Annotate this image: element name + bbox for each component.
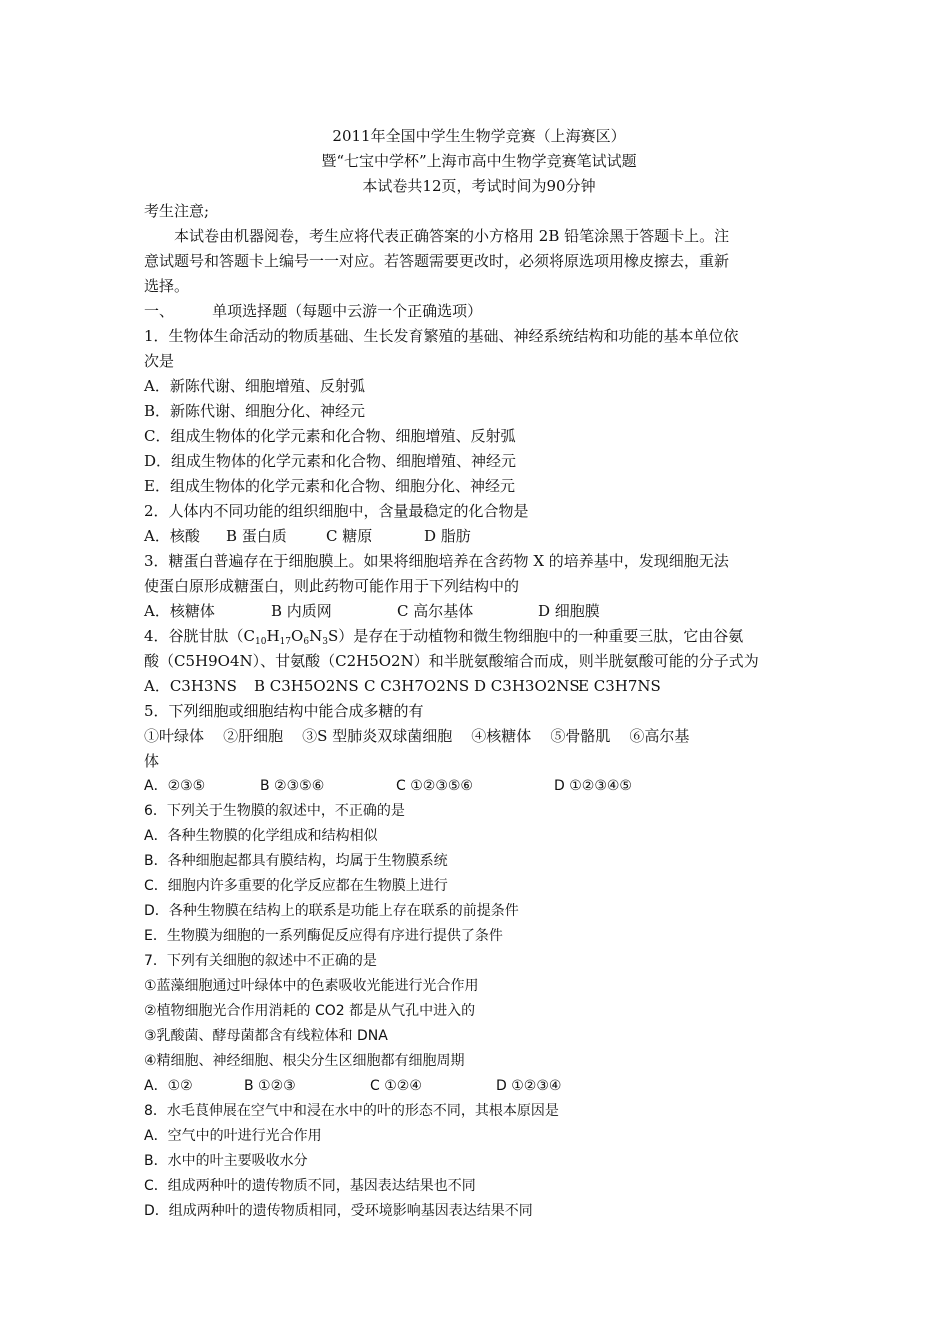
question-1-line-1: 1．生物体生命活动的物质基础、生长发育繁殖的基础、神经系统结构和功能的基本单位依 bbox=[144, 327, 739, 345]
question-7-option-c: C ①②④ bbox=[370, 1078, 422, 1094]
question-6-option-d: D．各种生物膜在结构上的联系是功能上存在联系的前提条件 bbox=[144, 903, 519, 919]
question-2-option-c: C 糖原 bbox=[326, 527, 373, 545]
question-3-line-1: 3．糖蛋白普遍存在于细胞膜上。如果将细胞培养在含药物 X 的培养基中，发现细胞无法 bbox=[144, 552, 729, 570]
question-6-option-c: C．细胞内许多重要的化学反应都在生物膜上进行 bbox=[144, 878, 448, 894]
question-1-option-b: B．新陈代谢、细胞分化、神经元 bbox=[144, 402, 366, 420]
question-4-line-1-pre: 4．谷胱甘肽（C bbox=[144, 627, 256, 645]
question-7-statement-1: ①蓝藻细胞通过叶绿体中的色素吸收光能进行光合作用 bbox=[144, 978, 479, 994]
title-line-1: 2011年全国中学生生物学竞赛（上海赛区） bbox=[332, 127, 626, 145]
question-8: 8．水毛茛伸展在空气中和浸在水中的叶的形态不同，其根本原因是 bbox=[144, 1103, 559, 1119]
question-2: 2．人体内不同功能的组织细胞中，含量最稳定的化合物是 bbox=[144, 502, 529, 520]
question-8-option-d: D．组成两种叶的遗传物质相同，受环境影响基因表达结果不同 bbox=[144, 1203, 533, 1219]
question-7-option-b: B ①②③ bbox=[244, 1078, 296, 1094]
question-1-option-e: E．组成生物体的化学元素和化合物、细胞分化、神经元 bbox=[144, 477, 515, 495]
question-4-option-a: A．C3H3NS bbox=[144, 677, 237, 695]
question-5-items-line-1: ①叶绿体 ②肝细胞 ③S 型肺炎双球菌细胞 ④核糖体 ⑤骨骼肌 ⑥高尔基 bbox=[144, 727, 690, 745]
question-4-line-1: 4．谷胱甘肽$(C_{10}H_{17}O_6N_3S)$是存在于动植物和微生物细胞中的一种重要三肽，它由谷氨 bbox=[144, 627, 744, 647]
question-3-option-a: A．核糖体 bbox=[144, 602, 215, 620]
question-7-option-a: A．①② bbox=[144, 1078, 193, 1094]
question-7-options bbox=[144, 1074, 814, 1099]
question-7-statement-4: ④精细胞、神经细胞、根尖分生区细胞都有细胞周期 bbox=[144, 1053, 465, 1069]
question-2-option-d: D 脂肪 bbox=[424, 527, 471, 545]
notice-line-3: 选择。 bbox=[144, 277, 190, 295]
question-5-option-a: A．②③⑤ bbox=[144, 778, 206, 794]
question-4-option-e: E C3H7NS bbox=[578, 677, 661, 695]
question-1-line-2: 次是 bbox=[144, 352, 175, 370]
question-2-option-b: B 蛋白质 bbox=[226, 527, 287, 545]
question-3-line-2: 使蛋白原形成糖蛋白，则此药物可能作用于下列结构中的 bbox=[144, 577, 520, 595]
section-heading: 一、 单项选择题（每题中云游一个正确选项） bbox=[144, 302, 483, 320]
question-5-option-d: D ①②③④⑤ bbox=[554, 778, 632, 794]
question-7-statement-2: ②植物细胞光合作用消耗的 CO2 都是从气孔中进入的 bbox=[144, 1003, 476, 1019]
question-6: 6．下列关于生物膜的叙述中，不正确的是 bbox=[144, 803, 405, 819]
question-4-option-b: B C3H5O2NS bbox=[254, 677, 359, 695]
question-7-statement-3: ③乳酸菌、酵母菌都含有线粒体和 DNA bbox=[144, 1028, 388, 1044]
question-5-option-c: C ①②③⑤⑥ bbox=[396, 778, 473, 794]
question-8-option-c: C．组成两种叶的遗传物质不同，基因表达结果也不同 bbox=[144, 1178, 476, 1194]
exam-content bbox=[144, 124, 814, 1224]
question-4-line-1-post: ）是存在于动植物和微生物细胞中的一种重要三肽，它由谷氨 bbox=[338, 627, 744, 645]
question-2-option-a: A．核酸 bbox=[144, 527, 200, 545]
question-6-option-b: B．各种细胞起都具有膜结构，均属于生物膜系统 bbox=[144, 853, 448, 869]
question-4-line-2: 酸（C5H9O4N）、甘氨酸（C2H5O2N）和半胱氨酸缩合而成，则半胱氨酸可能的分子式为 bbox=[144, 652, 759, 670]
question-5-option-b: B ②③⑤⑥ bbox=[260, 778, 325, 794]
question-6-option-a: A．各种生物膜的化学组成和结构相似 bbox=[144, 828, 378, 844]
question-4-option-c: C C3H7O2NS bbox=[364, 677, 470, 695]
question-3-option-d: D 细胞膜 bbox=[538, 602, 600, 620]
notice-line-1: 本试卷由机器阅卷，考生应将代表正确答案的小方格用 2B 铅笔涂黑于答题卡上。注 bbox=[174, 227, 730, 245]
question-3-option-c: C 高尔基体 bbox=[397, 602, 474, 620]
question-4-option-d: D C3H3O2NS bbox=[474, 677, 580, 695]
title-line-2: 暨“七宝中学杯”上海市高中生物学竞赛笔试试题 bbox=[321, 152, 637, 170]
notice-line-2: 意试题号和答题卡上编号一一对应。若答题需要更改时，必须将原选项用橡皮擦去，重新 bbox=[144, 252, 730, 270]
question-6-option-e: E．生物膜为细胞的一系列酶促反应得有序进行提供了条件 bbox=[144, 928, 503, 944]
question-5: 5．下列细胞或细胞结构中能合成多糖的有 bbox=[144, 702, 424, 720]
question-5-options bbox=[144, 774, 814, 799]
question-1-option-d: D．组成生物体的化学元素和化合物、细胞增殖、神经元 bbox=[144, 452, 517, 470]
question-2-options bbox=[144, 524, 814, 549]
question-7-option-d: D ①②③④ bbox=[496, 1078, 562, 1094]
notice-heading: 考生注意; bbox=[144, 202, 210, 220]
question-1-option-c: C．组成生物体的化学元素和化合物、细胞增殖、反射弧 bbox=[144, 427, 516, 445]
question-1-option-a: A．新陈代谢、细胞增殖、反射弧 bbox=[144, 377, 365, 395]
question-5-items-line-2: 体 bbox=[144, 752, 160, 770]
question-3-options bbox=[144, 599, 814, 624]
title-line-3: 本试卷共12页，考试时间为90分钟 bbox=[362, 177, 596, 195]
question-8-option-b: B．水中的叶主要吸收水分 bbox=[144, 1153, 308, 1169]
question-7: 7．下列有关细胞的叙述中不正确的是 bbox=[144, 953, 377, 969]
question-4-options bbox=[144, 674, 814, 699]
question-3-option-b: B 内质网 bbox=[271, 602, 332, 620]
question-8-option-a: A．空气中的叶进行光合作用 bbox=[144, 1128, 322, 1144]
